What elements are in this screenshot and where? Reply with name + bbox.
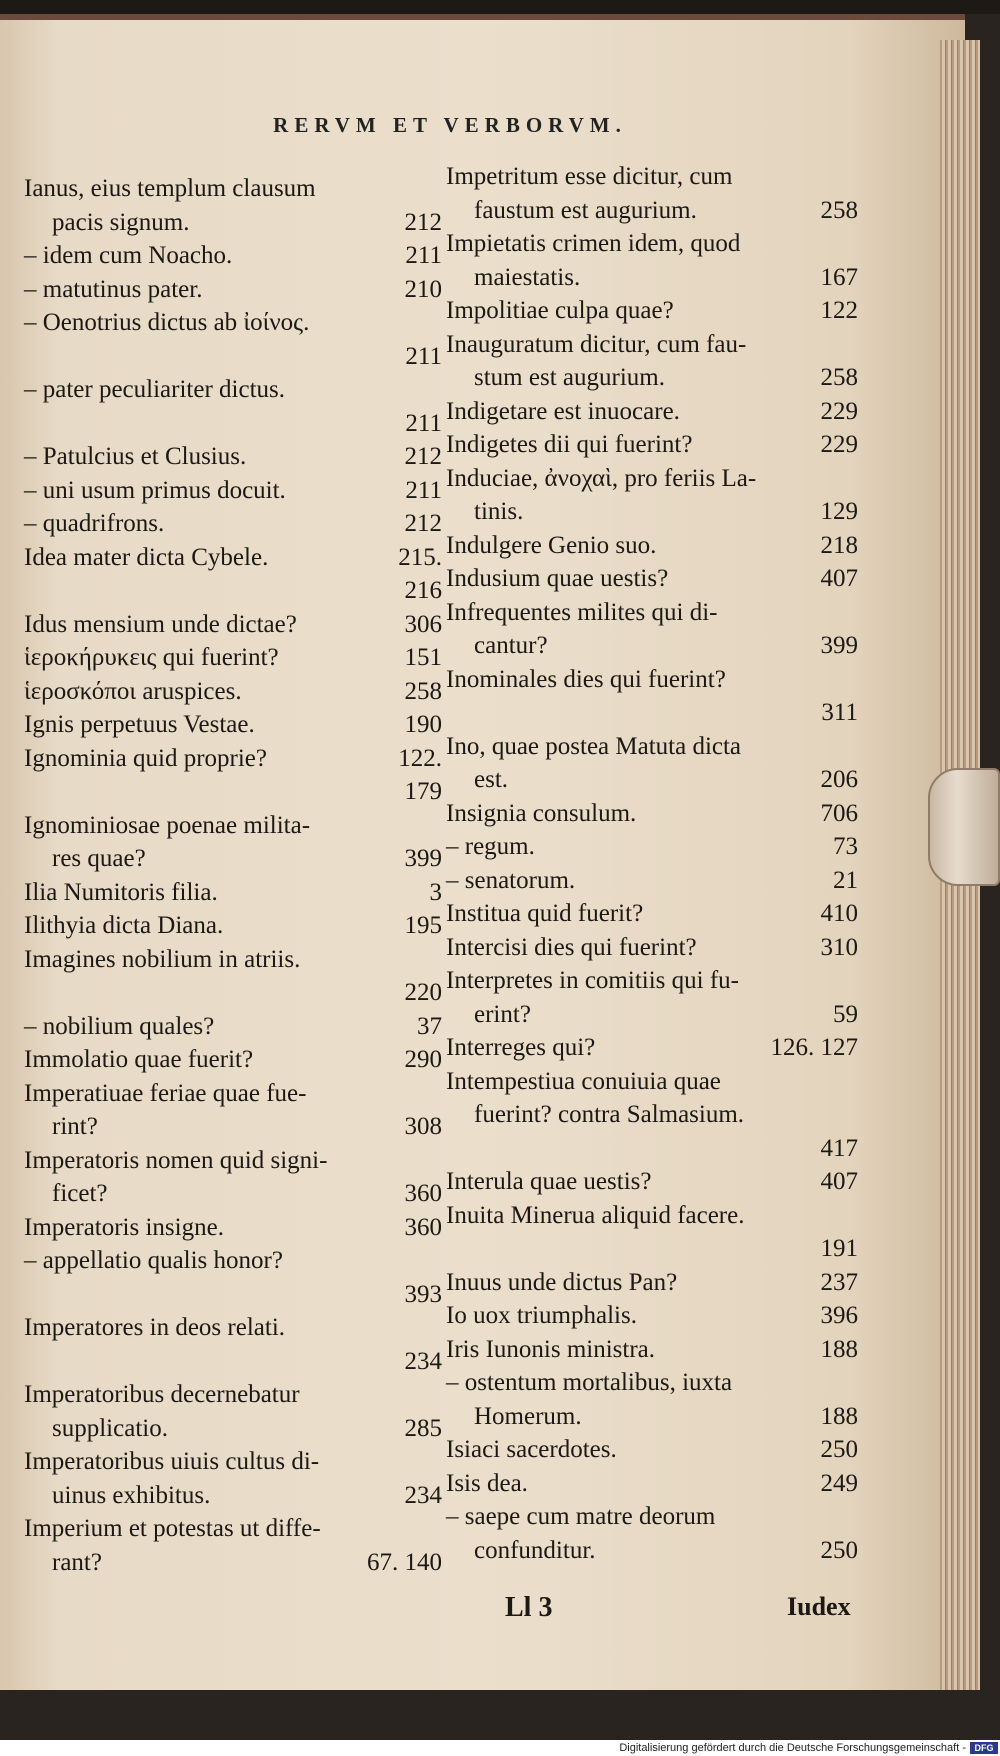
index-entry [446,663,858,697]
entry-text: Isis dea. [446,1469,528,1497]
page-number: 215. [398,543,442,571]
page-number: 250 [820,1536,858,1564]
entry-text: – matutinus pater. [24,275,203,303]
index-entry [24,775,442,809]
index-entry [446,1266,858,1300]
index-entry [446,696,858,730]
entry-text: Inominales dies qui fuerint? [446,665,726,693]
index-entry [446,361,858,395]
entry-text: – saepe cum matre deorum [446,1503,716,1530]
index-entry [24,340,442,374]
index-entry [24,1512,442,1546]
page-number: 67. 140 [367,1548,442,1576]
index-entry [446,395,858,429]
page-number: 37 [417,1012,442,1040]
page-number: 250 [820,1436,858,1463]
credit-bar [0,1740,1000,1756]
entry-text: – nobilium quales? [24,1012,215,1040]
signature-mark: Ll 3 [505,1592,553,1623]
index-entry [24,1479,442,1513]
page-number: 220 [404,979,442,1006]
page-number: 212 [404,443,442,470]
page-number: 393 [404,1280,442,1308]
index-entry [24,1244,442,1278]
page-number: 129 [820,498,858,525]
entry-text: tinis. [474,498,524,525]
scan-top-border [0,0,1000,14]
page-number: 188 [820,1335,858,1363]
entry-text: Indigetes dii qui fuerint? [446,431,693,458]
entry-text: Interreges qui? [446,1034,596,1061]
entry-text: – uni usum primus docuit. [24,476,286,504]
index-entry [24,1546,442,1580]
entry-text: ἱεροσκόποι aruspices. [24,677,242,705]
entry-text: Ino, quae postea Matuta dicta [446,732,742,760]
index-entry [446,1500,858,1534]
index-entry [24,373,442,407]
index-entry [446,629,858,663]
index-entry [24,474,442,508]
index-entry [446,1132,858,1166]
entry-text: Imperatoris nomen quid signi- [24,1146,328,1174]
index-entry [446,1031,858,1065]
index-entry [446,194,858,228]
index-entry [24,273,442,307]
index-entry [446,964,858,998]
page-number: 59 [833,1000,858,1028]
page-number: 21 [833,866,858,894]
page-number: 360 [404,1213,442,1241]
index-entry [446,897,858,931]
index-entry [24,943,442,977]
entry-text: – Patulcius et Clusius. [24,443,247,470]
page-number: 211 [405,409,442,437]
page-number: 407 [820,565,858,592]
entry-text: supplicatio. [52,1414,168,1442]
index-entry [446,1065,858,1099]
page-number: 218 [820,531,858,559]
entry-text: Impetritum esse dicitur, cum [446,163,733,190]
entry-text: – senatorum. [446,866,576,894]
index-entry [446,495,858,529]
running-header: RERVM ET VERBORVM. [273,113,627,137]
entry-text: Ignominiosae poenae milita- [24,811,311,839]
index-entry [24,172,442,206]
dfg-logo: DFG [970,1742,998,1754]
entry-text: – Oenotrius dictus ab ἰοίνος. [24,309,310,336]
entry-text: Imperatores in deos relati. [24,1314,286,1341]
page-number: 210 [404,275,442,303]
index-entry [24,1110,442,1144]
index-column-left [24,172,442,1579]
index-entry [24,507,442,541]
entry-text: Interula quae uestis? [446,1168,652,1195]
index-entry [446,596,858,630]
entry-text: Impolitiae culpa quae? [446,297,674,324]
scan-bottom-border [0,1690,1000,1740]
index-entry [24,1177,442,1211]
index-entry [24,641,442,675]
page-number: 73 [833,833,858,860]
entry-text: Io uox triumphalis. [446,1302,637,1329]
entry-text: Inuus unde dictus Pan? [446,1268,678,1296]
index-entry [446,462,858,496]
index-entry [24,909,442,943]
entry-text: Infrequentes milites qui di- [446,598,718,626]
entry-text: confunditur. [474,1536,596,1564]
entry-text: Induciae, ἀνοχαὶ, pro feriis La- [446,464,757,492]
index-entry [24,239,442,273]
entry-text: Ilithyia dicta Diana. [24,912,224,939]
page-number: 195 [404,912,442,939]
page-number: 311 [821,699,858,726]
entry-text: ἱεροκήρυκεις qui fuerint? [24,644,279,671]
page-number: 237 [820,1268,858,1296]
page-number: 188 [820,1402,858,1430]
index-column-right [446,160,858,1567]
entry-text: maiestatis. [474,263,581,291]
entry-text: fuerint? contra Salmasium. [474,1101,745,1128]
index-entry [446,730,858,764]
page-number: 229 [820,431,858,458]
page-number: 407 [820,1168,858,1195]
entry-text: uinus exhibitus. [52,1481,211,1509]
index-entry [446,227,858,261]
index-entry [446,1199,858,1233]
index-entry [24,675,442,709]
entry-text: Homerum. [474,1402,582,1430]
entry-text: stum est augurium. [474,364,665,391]
page-number: 216 [404,577,442,604]
page-number: 285 [404,1414,442,1442]
entry-text: Isiaci sacerdotes. [446,1436,617,1463]
page-number: 399 [404,845,442,872]
page-number: 229 [820,397,858,425]
index-entry [24,809,442,843]
page-number: 211 [405,476,442,504]
entry-text: Imperatoribus decernebatur [24,1381,300,1408]
index-entry [446,294,858,328]
page-number: 290 [404,1046,442,1073]
index-entry [446,261,858,295]
entry-text: Intercisi dies qui fuerint? [446,933,697,961]
entry-text: rint? [52,1113,98,1140]
entry-text: Intempestiua conuiuia quae [446,1067,721,1095]
entry-text: Iris Iunonis ministra. [446,1335,656,1363]
entry-text: Imperatoribus uiuis cultus di- [24,1448,320,1475]
entry-text: erint? [474,1000,531,1028]
entry-text: Imperatoris insigne. [24,1213,224,1241]
index-entry [446,1534,858,1568]
index-entry [24,541,442,575]
page-clip [928,768,1000,886]
entry-text: Interpretes in comitiis qui fu- [446,967,739,994]
page-number: 211 [405,242,442,269]
index-entry [24,206,442,240]
page-number: 167 [820,263,858,291]
index-entry [446,864,858,898]
index-entry [24,1043,442,1077]
entry-text: pacis signum. [52,208,190,236]
page-number: 234 [404,1347,442,1375]
index-entry [446,931,858,965]
entry-text: Insignia consulum. [446,799,637,827]
entry-text: – pater peculiariter dictus. [24,376,285,403]
entry-text: – appellatio qualis honor? [24,1247,283,1274]
page-number: 212 [404,510,442,537]
index-entry [24,1378,442,1412]
index-entry [446,1366,858,1400]
catchword: Iudex [787,1592,851,1621]
entry-text: Ianus, eius templum clausum [24,175,316,202]
page-number: 191 [820,1235,858,1262]
index-entry [24,742,442,776]
page-number: 234 [404,1481,442,1509]
index-entry [446,998,858,1032]
index-entry [24,976,442,1010]
page-number: 212 [404,208,442,236]
index-entry [24,1412,442,1446]
entry-text: Imagines nobilium in atriis. [24,945,301,973]
entry-text: – idem cum Noacho. [24,242,233,269]
index-entry [24,1278,442,1312]
entry-text: res quae? [52,845,146,872]
page-number: 211 [405,342,442,370]
index-entry [24,306,442,340]
entry-text: faustum est augurium. [474,196,697,224]
index-entry [24,440,442,474]
entry-text: Imperatiuae feriae quae fue- [24,1079,307,1107]
index-entry [446,1232,858,1266]
index-entry [24,407,442,441]
entry-text: Indulgere Genio suo. [446,531,657,559]
index-entry [446,160,858,194]
index-entry [24,708,442,742]
page-number: 122. [398,744,442,772]
index-entry [446,529,858,563]
page-number: 306 [404,610,442,638]
entry-text: – quadrifrons. [24,510,165,537]
index-entry [24,1077,442,1111]
index-entry [24,1144,442,1178]
index-entry [24,876,442,910]
entry-text: rant? [52,1548,102,1576]
page-number: 258 [820,364,858,391]
index-entry [24,574,442,608]
page-number: 249 [820,1469,858,1497]
page-number: 206 [820,766,858,793]
page-number: 410 [820,900,858,927]
page-number: 417 [820,1134,858,1162]
index-entry [446,1400,858,1434]
page-number: 151 [404,644,442,671]
index-entry [446,797,858,831]
entry-text: Ignis perpetuus Vestae. [24,711,255,738]
index-entry [446,328,858,362]
index-entry [446,1299,858,1333]
entry-text: ficet? [52,1180,108,1207]
entry-text: Impietatis crimen idem, quod [446,230,741,257]
entry-text: est. [474,766,509,793]
entry-text: Idus mensium unde dictae? [24,610,297,638]
index-entry [24,1211,442,1245]
page-number: 706 [820,799,858,827]
index-entry [24,1345,442,1379]
index-entry [446,1165,858,1199]
index-entry [24,1311,442,1345]
page-number: 360 [404,1180,442,1207]
index-entry [24,608,442,642]
entry-text: – regum. [446,833,535,860]
page-number: 179 [404,778,442,805]
page-number: 396 [820,1302,858,1329]
entry-text: Immolatio quae fuerit? [24,1046,254,1073]
page-number: 190 [404,711,442,738]
page-number: 399 [820,632,858,659]
page-number: 258 [404,677,442,705]
page-number: 122 [820,297,858,324]
page-number: 126. 127 [770,1034,858,1061]
index-entry [446,763,858,797]
page-number: 258 [820,196,858,224]
entry-text: Inauguratum dicitur, cum fau- [446,330,747,358]
index-entry [446,428,858,462]
entry-text: Indusium quae uestis? [446,565,669,592]
index-entry [446,562,858,596]
index-entry [446,1333,858,1367]
page-number: 3 [429,878,442,906]
entry-text: Ilia Numitoris filia. [24,878,218,906]
index-entry [24,1010,442,1044]
index-entry [446,1467,858,1501]
index-entry [446,1433,858,1467]
entry-text: Institua quid fuerit? [446,900,644,927]
index-entry [446,1098,858,1132]
entry-text: – ostentum mortalibus, iuxta [446,1369,733,1396]
page-number: 310 [820,933,858,961]
index-entry [24,1445,442,1479]
credit-text: Digitalisierung gefördert durch die Deutsche Forschungsgemeinschaft - [619,1742,966,1754]
entry-text: Ignominia quid proprie? [24,744,267,772]
entry-text: Imperium et potestas ut diffe- [24,1515,321,1542]
entry-text: Inuita Mineruа aliquid facere. [446,1201,745,1229]
index-entry [446,830,858,864]
entry-text: Indigetare est inuocare. [446,397,680,425]
entry-text: Idea mater dicta Cybele. [24,543,269,571]
page-number: 308 [404,1113,442,1140]
index-entry [24,842,442,876]
entry-text: cantur? [474,632,548,659]
